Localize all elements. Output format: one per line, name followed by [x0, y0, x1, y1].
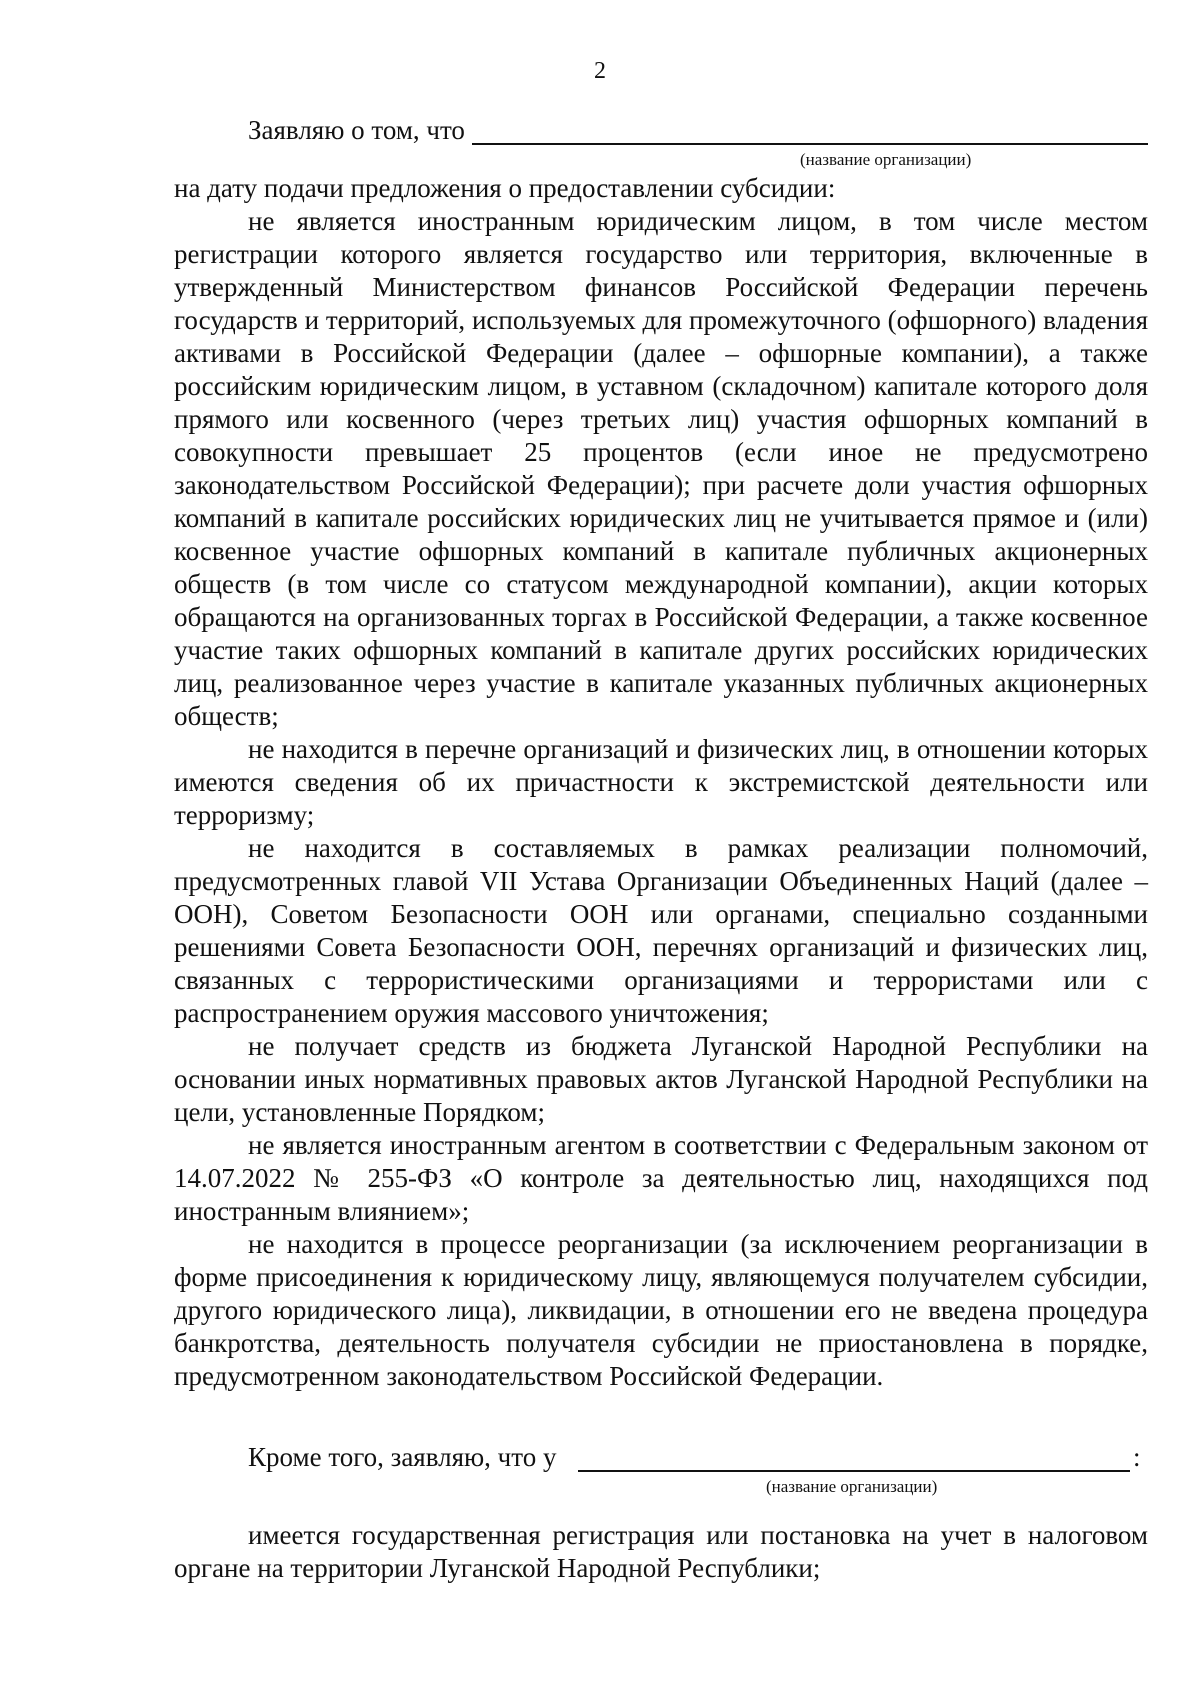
- condition-paragraph: не находится в перечне организаций и физических лиц, в отношении которых имеются сведения об их причастности к экстремистской деятельности или терроризму;: [174, 734, 1148, 830]
- organization-name-blank: [472, 143, 1148, 145]
- additional-colon: :: [1133, 1442, 1141, 1472]
- intro-text: на дату подачи предложения о предоставлении субсидии:: [174, 173, 836, 203]
- page-number: 2: [594, 58, 606, 84]
- additional-organization-blank: [578, 1470, 1130, 1472]
- condition-paragraph: не является иностранным юридическим лицом, в том числе местом регистрации которого является государство или территория, включенные в утвержденный Министерством финансов Российской Федерации перечень государств и территорий, используемых для промежуточного (офшорного) владения активами в Российской Федерации (далее – офшорные компании), а также российским юридическим лицом, в уставном (складочном) капитале которого доля прямого или косвенного (через третьих лиц) участия офшорных компаний в совокупности превышает 25 процентов (если иное не предусмотрено законодательством Российской Федерации); при расчете доли участия офшорных компаний в капитале российских юридических лиц не учитывается прямое и (или) косвенное участие офшорных компаний в капитале публичных акционерных обществ (в том числе со статусом международной компании), акции которых обращаются на организованных торгах в Российской Федерации, а также косвенное участие таких офшорных компаний в капитале других российских юридических лиц, реализованное через участие в капитале указанных публичных акционерных обществ;: [174, 206, 1148, 731]
- condition-paragraph: не получает средств из бюджета Луганской Народной Республики на основании иных нормативных правовых актов Луганской Народной Республики на цели, установленные Порядком;: [174, 1031, 1148, 1127]
- statement-label: Заявляю о том, что: [248, 115, 465, 145]
- organization-name-caption: (название организации): [800, 150, 972, 169]
- condition-paragraph: не находится в составляемых в рамках реализации полномочий, предусмотренных главой VII Устава Организации Объединенных Наций (далее – ООН), Советом Безопасности ООН или органами, специально созданными решениями Совета Безопасности ООН, перечнях организаций и физических лиц, связанных с террористическими организациями и террористами или с распространением оружия массового уничтожения;: [174, 833, 1148, 1028]
- body-text: [174, 172, 1148, 1393]
- final-paragraph: имеется государственная регистрация или постановка на учет в налоговом органе на территории Луганской Народной Республики;: [174, 1520, 1148, 1583]
- condition-paragraph: не является иностранным агентом в соответствии с Федеральным законом от 14.07.2022 № 255-ФЗ «О контроле за деятельностью лиц, находящихся под иностранным влиянием»;: [174, 1130, 1148, 1226]
- additional-statement-label: Кроме того, заявляю, что у: [248, 1442, 557, 1472]
- condition-paragraph: не находится в процессе реорганизации (за исключением реорганизации в форме присоединения к юридическому лицу, являющемуся получателем субсидии, другого юридического лица), ликвидации, в отношении его не введена процедура банкротства, деятельность получателя субсидии не приостановлена в порядке, предусмотренном законодательством Российской Федерации.: [174, 1229, 1148, 1391]
- final-text: [174, 1519, 1148, 1585]
- additional-organization-caption: (название организации): [766, 1477, 938, 1496]
